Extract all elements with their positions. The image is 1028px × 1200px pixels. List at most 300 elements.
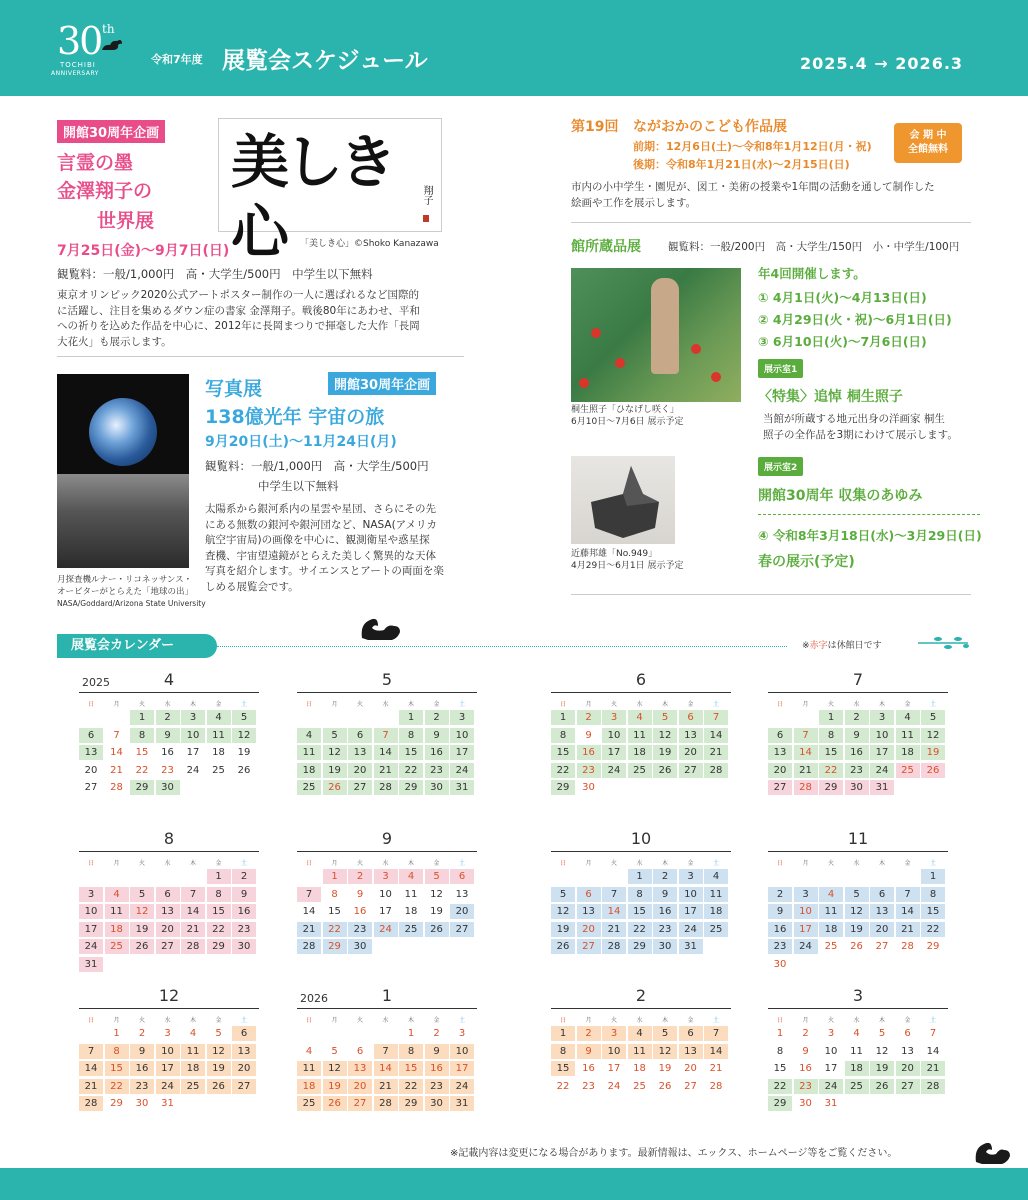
weekday-label: 水	[164, 860, 171, 867]
calendar-day: 4	[297, 728, 321, 743]
dashed-divider	[758, 514, 980, 515]
weekday-label: 月	[802, 701, 809, 708]
weekday-label: 月	[113, 1017, 120, 1024]
calendar-day: 11	[850, 1045, 863, 1057]
calendar-day: 18	[845, 1061, 869, 1076]
calendar-day: 18	[404, 906, 418, 917]
calendar-day: 3	[181, 710, 205, 725]
calendar-day: 21	[602, 922, 626, 937]
calendar-day: 27	[577, 939, 601, 954]
weekday-label: 月	[585, 1017, 592, 1024]
calendar-day: 2	[577, 1026, 601, 1041]
calendar-day: 13	[348, 745, 372, 760]
calendar-day: 14	[110, 747, 123, 758]
room1-badge: 展示室1	[758, 359, 803, 378]
calendar-day: 27	[684, 1080, 697, 1092]
calendar-day: 4	[628, 710, 652, 725]
weekday-label: 土	[712, 701, 719, 708]
weekday-label: 日	[305, 1017, 312, 1024]
calendar-day: 17	[186, 747, 200, 758]
calendar-day: 1	[776, 1028, 784, 1039]
calendar-day: 20	[348, 763, 372, 778]
weekday-label: 金	[433, 860, 440, 867]
calendar-day: 18	[704, 904, 728, 919]
note-suffix: は休館日です	[827, 641, 882, 651]
desc-line: にある無数の銀河や銀河団など、NASA(アメリカ	[205, 518, 437, 531]
weekday-label: 月	[331, 860, 338, 867]
desc-line: 太陽系から銀河系内の星雲や星団、さらにその先	[205, 503, 436, 515]
calendar-day: 20	[679, 745, 703, 760]
calendar-day: 23	[161, 764, 174, 776]
calendar-day: 27	[156, 939, 180, 954]
poppy-painting	[571, 268, 741, 402]
calendar-day: 25	[181, 1079, 205, 1094]
calendar-day: 24	[679, 922, 703, 937]
calendar-day: 19	[430, 906, 443, 917]
calendar-day: 28	[921, 1079, 945, 1094]
calendar-day: 24	[819, 1079, 843, 1094]
weekday-label: 日	[87, 701, 94, 708]
poppy	[691, 344, 701, 354]
calendar-day: 30	[582, 782, 595, 793]
month-rule	[768, 1008, 948, 1009]
calendar-day: 25	[297, 1096, 321, 1111]
weekday-label: 木	[407, 1017, 414, 1024]
caption-line: 月探査機ルナー・リコネッサンス・	[57, 575, 193, 585]
collection-held: 年4回開催します。	[758, 266, 866, 281]
caption-line: 桐生照子「ひなげし咲く」	[571, 405, 680, 415]
calendar-day: 12	[875, 1045, 889, 1057]
dotted-rule	[217, 646, 787, 647]
calendar-day: 1	[399, 710, 423, 725]
calendar-day: 26	[551, 939, 575, 954]
calendar-day: 16	[425, 745, 449, 760]
calendar-day: 8	[921, 887, 945, 902]
calendar-day: 8	[105, 1044, 129, 1059]
calendar-day: 8	[628, 887, 652, 902]
month-label: 2	[635, 986, 647, 1005]
month-label: 7	[852, 670, 864, 689]
collection-period2: ② 4月29日(火・祝)～6月1日(日)	[758, 312, 952, 327]
calendar-day: 20	[450, 904, 474, 919]
calligraphy-signature: 翔子	[421, 185, 432, 205]
calendar-day: 12	[323, 1061, 347, 1076]
caption-line: 6月10日～7月6日 展示予定	[571, 417, 684, 427]
calendar-day: 19	[653, 745, 677, 760]
calendar-day: 15	[921, 904, 945, 919]
calendar-day: 2	[433, 1028, 440, 1039]
weekday-label: 月	[585, 701, 592, 708]
calendar-day: 26	[653, 763, 677, 778]
calendar-day: 7	[113, 729, 120, 741]
exhibit2-fee2: 中学生以下無料	[258, 479, 339, 493]
calendar-day: 10	[824, 1045, 838, 1057]
weekday-label: 水	[382, 1017, 389, 1024]
desc-line: 写真を紹介します。サイエンスとアートの両面を楽	[205, 565, 444, 577]
exhibit2-category: 写真展	[205, 378, 263, 400]
date-range: 2025.4 → 2026.3	[800, 54, 964, 73]
exhibit3-title: ながおかのこども作品展	[633, 119, 787, 135]
calendar-day: 26	[237, 764, 251, 776]
calendar-day: 6	[79, 728, 103, 743]
weekday-label: 木	[661, 860, 668, 867]
calendar-day: 11	[896, 728, 920, 743]
calendar-day: 24	[450, 763, 474, 778]
calendar-day: 17	[450, 1061, 474, 1076]
calendar-day: 22	[921, 922, 945, 937]
calendar-day: 15	[399, 745, 423, 760]
calendar-day: 25	[105, 939, 129, 954]
weekday-label: 水	[382, 860, 389, 867]
weekday-label: 木	[189, 860, 196, 867]
calendar-day: 2	[138, 1028, 146, 1039]
calendar-day: 19	[323, 1079, 347, 1094]
calendar-day: 1	[628, 869, 652, 884]
exhibit1-title-line3: 世界展	[97, 210, 155, 232]
calendar-day: 23	[768, 939, 792, 954]
calendar-day: 5	[845, 887, 869, 902]
calendar-day: 29	[110, 1098, 123, 1109]
calendar-day: 2	[232, 869, 256, 884]
collection-period4: ④ 令和8年3月18日(水)～3月29日(日)	[758, 528, 982, 543]
weekday-label: 火	[356, 1017, 363, 1024]
logo-anniversary: ANNIVERSARY	[51, 70, 99, 77]
weekday-label: 火	[610, 860, 617, 867]
logo-tochibi: TOCHIBI	[60, 61, 96, 69]
calendar-day: 25	[633, 1080, 646, 1092]
anniversary-badge: 開館30周年企画	[57, 120, 165, 143]
calendar-day: 20	[768, 763, 792, 778]
calendar-day: 17	[156, 1061, 180, 1076]
weekday-label: 月	[113, 701, 120, 708]
calendar-day: 22	[399, 763, 423, 778]
calendar-day: 1	[323, 869, 347, 884]
calendar-day: 23	[232, 922, 256, 937]
calendar-day: 27	[875, 941, 889, 952]
calendar-day: 29	[399, 780, 423, 795]
calendar-day: 9	[653, 887, 677, 902]
calendar-day: 1	[130, 710, 154, 725]
calendar-day: 26	[323, 1096, 347, 1111]
weekday-label: 水	[382, 701, 389, 708]
calendar-day: 17	[794, 922, 818, 937]
calendar-day: 27	[679, 763, 703, 778]
calendar-day: 25	[399, 922, 423, 937]
calendar-day: 4	[896, 710, 920, 725]
calendar-day: 16	[130, 1061, 154, 1076]
calendar-day: 19	[551, 922, 575, 937]
calendar-day: 3	[602, 1026, 626, 1041]
logo-suffix: th	[102, 22, 115, 36]
exhibit1-title-line1: 言霊の墨	[57, 152, 134, 174]
exhibit2-fee1: 観覧料：一般/1,000円 高・大学生/500円	[205, 459, 429, 473]
calendar-day: 25	[845, 1079, 869, 1094]
calendar-day: 13	[348, 1061, 372, 1076]
calendar-day: 3	[602, 710, 626, 725]
calendar-day: 16	[232, 904, 256, 919]
calendar-day: 30	[845, 780, 869, 795]
calendar-day: 17	[602, 745, 626, 760]
calendar-day: 24	[156, 1079, 180, 1094]
calendar-day: 4	[189, 1028, 197, 1039]
calendar-day: 20	[348, 1079, 372, 1094]
calendar-day: 14	[704, 728, 728, 743]
weekday-label: 日	[776, 860, 783, 867]
calendar-day: 15	[105, 1061, 129, 1076]
calendar-day: 9	[232, 887, 256, 902]
calendar-day: 31	[450, 1096, 474, 1111]
weekday-label: 火	[610, 1017, 617, 1024]
calendar-day: 11	[628, 728, 652, 743]
weekday-label: 土	[240, 860, 247, 867]
calendar-day: 3	[794, 887, 818, 902]
calendar-day: 11	[819, 904, 843, 919]
calendar-day: 16	[353, 906, 367, 917]
exhibit1-dates: 7月25日(金)～9月7日(日)	[57, 243, 230, 259]
calendar-day: 9	[156, 728, 180, 743]
weekday-label: 金	[433, 701, 440, 708]
calendar-day: 29	[130, 780, 154, 795]
desc-line: 航空宇宙局)の画像を中心に、観測衛星や惑星探	[205, 534, 430, 546]
calendar-heading: 展覧会カレンダー	[57, 634, 217, 658]
anniversary-badge-blue: 開館30周年企画	[328, 372, 436, 395]
calendar-day: 2	[802, 1028, 809, 1039]
divider	[571, 594, 971, 595]
weekday-label: 火	[138, 860, 145, 867]
month-rule	[79, 1008, 259, 1009]
weekday-label: 火	[827, 701, 834, 708]
calendar-day: 4	[628, 1026, 652, 1041]
calendar-day: 6	[679, 710, 703, 725]
sculpture-caption	[571, 548, 684, 572]
calendar-day: 7	[181, 887, 205, 902]
calendar-day: 22	[207, 922, 231, 937]
calendar-day: 19	[130, 922, 154, 937]
photo-caption	[57, 574, 206, 610]
calendar-day: 23	[582, 1080, 595, 1092]
exhibit2-dates: 9月20日(土)～11月24日(月)	[205, 434, 397, 450]
month-rule	[551, 692, 731, 693]
caption-line: NASA/Goddard/Arizona State University	[57, 599, 206, 608]
calendar-day: 13	[455, 888, 469, 900]
holiday-note	[802, 638, 882, 651]
calendar-day: 10	[450, 728, 474, 743]
calendar-day: 13	[232, 1044, 256, 1059]
exhibit1-fee: 観覧料：一般/1,000円 高・大学生/500円 中学生以下無料	[57, 267, 373, 281]
calendar-day: 1	[819, 710, 843, 725]
calendar-day: 6	[232, 1026, 256, 1041]
calendar-day: 7	[602, 887, 626, 902]
calendar-day: 14	[79, 1061, 103, 1076]
calendar-day: 2	[156, 710, 180, 725]
earth-image	[89, 398, 157, 466]
weekday-label: 水	[636, 1017, 643, 1024]
exhibit1-description	[57, 288, 457, 350]
calendar-day: 13	[768, 745, 792, 760]
weekday-label: 木	[661, 701, 668, 708]
desc-line: 絵画や工作を展示します。	[571, 196, 697, 209]
calendar-day: 25	[896, 763, 920, 778]
weekday-label: 水	[636, 860, 643, 867]
weekday-label: 土	[712, 1017, 719, 1024]
calendar-day: 10	[156, 1044, 180, 1059]
calendar-day: 12	[845, 904, 869, 919]
calendar-day: 23	[845, 763, 869, 778]
collection-period1: ① 4月1日(火)～4月13日(日)	[758, 290, 927, 305]
weekday-label: 日	[559, 701, 566, 708]
calendar-day: 9	[425, 728, 449, 743]
calendar-day: 24	[450, 1079, 474, 1094]
calendar-day: 22	[551, 763, 575, 778]
calendar-day: 21	[896, 922, 920, 937]
calendar-day: 2	[768, 887, 792, 902]
calendar-day: 24	[374, 922, 398, 937]
calendar-day: 12	[653, 1044, 677, 1059]
calendar-day: 14	[896, 904, 920, 919]
calendar-day: 18	[105, 922, 129, 937]
calendar-day: 24	[607, 1080, 621, 1092]
calendar-day: 26	[658, 1080, 672, 1092]
weekday-label: 水	[853, 860, 860, 867]
calendar-day: 12	[207, 1044, 231, 1059]
calendar-day: 10	[870, 728, 894, 743]
weekday-label: 火	[610, 701, 617, 708]
calendar-day: 15	[819, 745, 843, 760]
calendar-day: 6	[768, 728, 792, 743]
calligraphy-text: 美しき心	[231, 128, 394, 266]
exhibit1-title-line2: 金澤翔子の	[57, 180, 153, 202]
calendar-day: 28	[709, 1080, 723, 1092]
calendar-day: 11	[297, 745, 321, 760]
calendar-day: 17	[607, 1063, 621, 1074]
calendar-day: 26	[425, 922, 449, 937]
calendar-day: 3	[79, 887, 103, 902]
calendar-day: 21	[79, 1079, 103, 1094]
weekday-label: 日	[305, 860, 312, 867]
calendar-day: 16	[425, 1061, 449, 1076]
calendar-day: 9	[802, 1045, 809, 1057]
month-label: 10	[630, 829, 652, 848]
moon-surface	[57, 474, 189, 568]
calendar-day: 8	[551, 1044, 575, 1059]
calendar-day: 5	[323, 728, 347, 743]
calendar-day: 20	[156, 922, 180, 937]
calendar-day: 23	[425, 1079, 449, 1094]
calendar-day: 7	[374, 1044, 398, 1059]
calendar-day: 29	[926, 941, 940, 952]
calendar-day: 2	[845, 710, 869, 725]
weekday-label: 日	[559, 1017, 566, 1024]
weekday-label: 月	[802, 1017, 809, 1024]
calendar-day: 31	[679, 939, 703, 954]
desc-line: 照子の全作品を3期にわけて展示します。	[763, 428, 958, 441]
month-label: 3	[852, 986, 864, 1005]
calendar-day: 11	[181, 1044, 205, 1059]
sculpture-shape	[571, 456, 675, 544]
calendar-day: 26	[323, 780, 347, 795]
calendar-day: 16	[845, 745, 869, 760]
calendar-day: 24	[794, 939, 818, 954]
calendar-day: 4	[207, 710, 231, 725]
calendar-day: 5	[653, 1026, 677, 1041]
note-prefix: ※	[802, 641, 810, 651]
weekday-label: 月	[113, 860, 120, 867]
calendar-day: 25	[824, 941, 838, 952]
weekday-label: 木	[407, 860, 414, 867]
calendar-day: 31	[161, 1098, 174, 1109]
calendar-day: 10	[450, 1044, 474, 1059]
weekday-label: 日	[776, 1017, 783, 1024]
calendar-day: 22	[323, 922, 347, 937]
calendar-day: 18	[212, 747, 225, 758]
calendar-day: 9	[585, 729, 592, 741]
month-rule	[79, 692, 259, 693]
calendar-day: 23	[425, 763, 449, 778]
note-red: 赤字	[809, 641, 828, 651]
desc-line: 東京オリンピック2020公式アートポスター制作の一人に選ばれるなど国際的	[57, 289, 419, 301]
calendar-day: 17	[824, 1063, 838, 1074]
poppy	[711, 372, 721, 382]
month-label: 5	[381, 670, 393, 689]
weekday-label: 金	[904, 701, 911, 708]
weekday-label: 木	[878, 701, 885, 708]
calendar-day: 10	[602, 728, 626, 743]
calendar-day: 10	[794, 904, 818, 919]
calendar-day: 19	[870, 1061, 894, 1076]
calendar-day: 8	[331, 888, 338, 900]
calendar-day: 6	[348, 728, 372, 743]
painting-figure	[651, 278, 679, 374]
weekday-label: 土	[929, 860, 936, 867]
calendar-day: 13	[156, 904, 180, 919]
calendar-day: 7	[704, 1026, 728, 1041]
calendar-day: 27	[348, 1096, 372, 1111]
calendar-day: 23	[348, 922, 372, 937]
weekday-label: 日	[305, 701, 312, 708]
desc-line: への祈りを込めた作品を中心に、2012年に長岡まつりで揮毫した大作「長岡	[57, 320, 420, 332]
calendar-day: 15	[328, 906, 341, 917]
weekday-label: 土	[458, 1017, 465, 1024]
calendar-day: 19	[323, 763, 347, 778]
calendar-day: 28	[901, 941, 914, 952]
logo-number: 30	[57, 19, 102, 63]
page-title: 展覧会スケジュール	[222, 48, 428, 74]
calendar-day: 18	[181, 1061, 205, 1076]
calendar-day: 22	[135, 764, 149, 776]
calendar-day: 8	[130, 728, 154, 743]
calendar-day: 1	[113, 1028, 120, 1039]
calendar-day: 14	[704, 1044, 728, 1059]
weekday-label: 金	[433, 1017, 440, 1024]
calendar-day: 11	[105, 904, 129, 919]
weekday-label: 火	[138, 1017, 145, 1024]
calendar-day: 30	[156, 780, 180, 795]
calendar-day: 6	[679, 1026, 703, 1041]
weekday-label: 金	[215, 860, 222, 867]
weekday-label: 金	[215, 1017, 222, 1024]
desc-line: 査機、宇宙望遠鏡がとらえた美しく驚異的な天体	[205, 549, 436, 562]
calendar-day: 3	[164, 1028, 171, 1039]
weekday-label: 金	[687, 701, 694, 708]
earthrise-photo	[57, 374, 189, 568]
room1-description	[763, 412, 983, 443]
divider	[57, 356, 464, 357]
calendar-day: 12	[921, 728, 945, 743]
calendar-day: 9	[130, 1044, 154, 1059]
calendar-day: 7	[704, 710, 728, 725]
wave-edge	[0, 84, 1028, 104]
calendar-day: 22	[628, 922, 652, 937]
